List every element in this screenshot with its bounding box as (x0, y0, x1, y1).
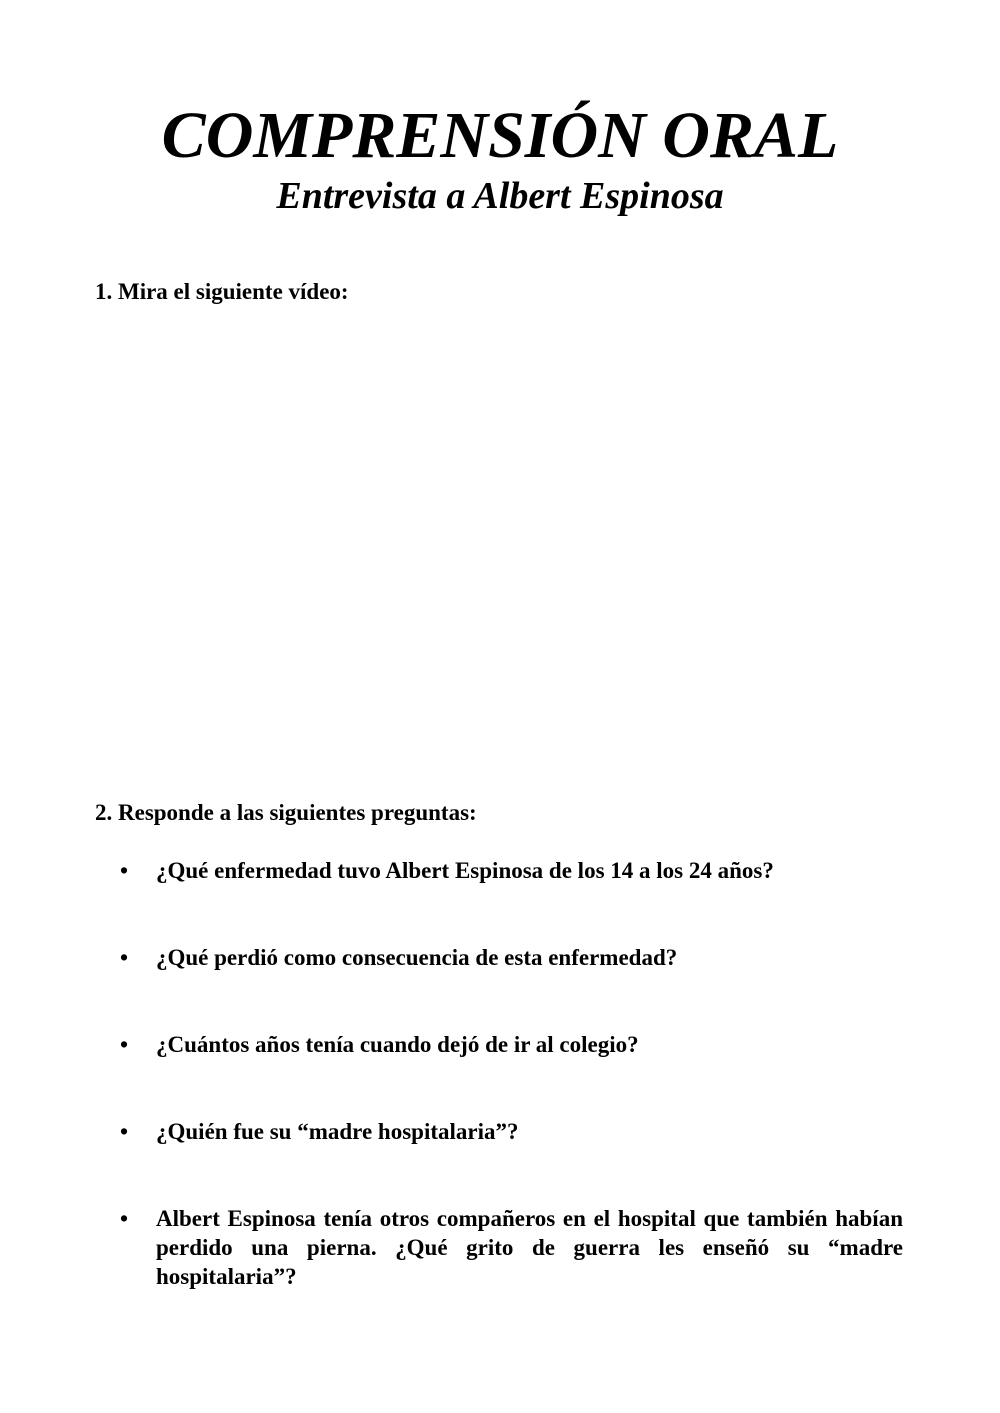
question-item (120, 1030, 903, 1059)
question-text: Albert Espinosa tenía otros compañeros en el hospital que también habían perdido una pierna. ¿Qué grito de guerra les enseñó su “madre hospitalaria”? (156, 1206, 903, 1289)
video-placeholder[interactable] (95, 320, 905, 770)
page-subtitle: Entrevista a Albert Espinosa (276, 175, 724, 217)
section-heading-video: 1. Mira el siguiente vídeo: (95, 279, 349, 304)
bullet-icon: • (120, 945, 129, 970)
bullet-icon: • (120, 1119, 129, 1144)
question-item (120, 1117, 903, 1146)
question-text: ¿Qué enfermedad tuvo Albert Espinosa de los 14 a los 24 años? (156, 858, 774, 883)
question-text: ¿Quién fue su “madre hospitalaria”? (156, 1119, 519, 1144)
question-item (120, 856, 903, 885)
question-text: ¿Qué perdió como consecuencia de esta enfermedad? (156, 945, 678, 970)
bullet-icon: • (120, 858, 129, 883)
question-text: ¿Cuántos años tenía cuando dejó de ir al colegio? (156, 1032, 639, 1057)
question-item (120, 943, 903, 972)
page-title: COMPRENSIÓN ORAL (161, 99, 839, 172)
question-item (120, 1204, 903, 1291)
section-heading-questions: 2. Responde a las siguientes preguntas: (95, 800, 477, 825)
bullet-icon: • (120, 1032, 129, 1057)
bullet-icon: • (120, 1206, 129, 1231)
